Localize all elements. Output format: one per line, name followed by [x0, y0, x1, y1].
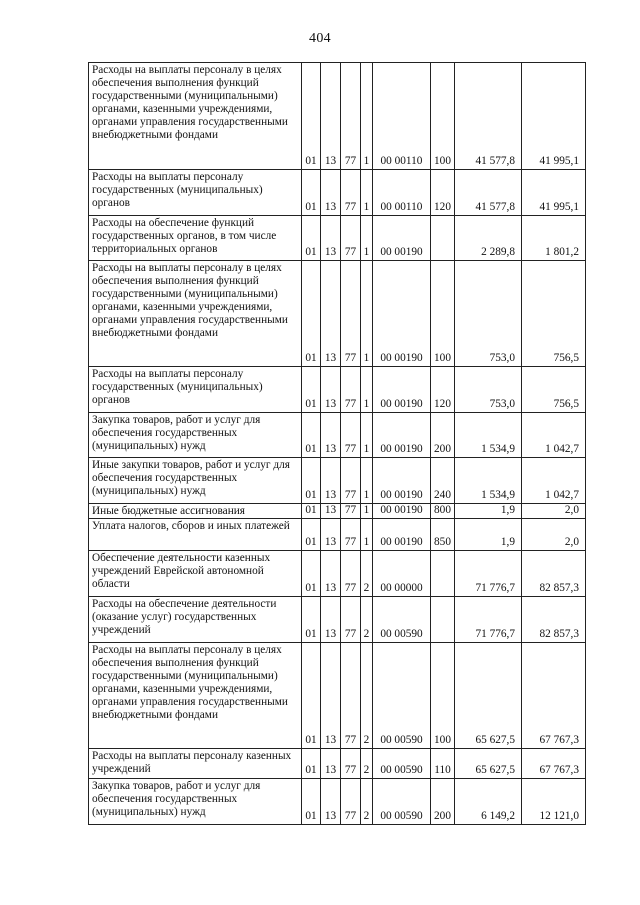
subprogram-code: 2 — [361, 597, 373, 643]
program-code: 77 — [341, 458, 361, 504]
section-code: 01 — [302, 551, 321, 597]
amount-year-1: 1,9 — [455, 519, 522, 551]
subprogram-code: 1 — [361, 216, 373, 261]
amount-year-1: 65 627,5 — [455, 643, 522, 749]
program-code: 77 — [341, 551, 361, 597]
amount-year-2: 82 857,3 — [522, 551, 586, 597]
article-code: 00 00190 — [373, 519, 431, 551]
page-number: 404 — [309, 31, 331, 46]
expense-type-code: 240 — [431, 458, 455, 504]
budget-table — [88, 62, 586, 825]
amount-year-2: 2,0 — [522, 519, 586, 551]
subprogram-code: 2 — [361, 779, 373, 825]
article-code: 00 00000 — [373, 551, 431, 597]
article-code: 00 00190 — [373, 458, 431, 504]
table-row — [89, 519, 586, 551]
article-code: 00 00190 — [373, 504, 431, 519]
amount-year-2: 1 042,7 — [522, 413, 586, 458]
section-code: 01 — [302, 643, 321, 749]
expense-type-code: 850 — [431, 519, 455, 551]
amount-year-1: 753,0 — [455, 261, 522, 367]
amount-year-1: 41 577,8 — [455, 170, 522, 216]
subprogram-code: 1 — [361, 504, 373, 519]
section-code: 01 — [302, 261, 321, 367]
subsection-code: 13 — [321, 779, 341, 825]
program-code: 77 — [341, 413, 361, 458]
row-name: Расходы на обеспечение функций государственных органов, в том числе территориальных органов — [89, 216, 302, 261]
subprogram-code: 1 — [361, 170, 373, 216]
article-code: 00 00590 — [373, 597, 431, 643]
subprogram-code: 2 — [361, 643, 373, 749]
program-code: 77 — [341, 367, 361, 413]
table-row — [89, 643, 586, 749]
program-code: 77 — [341, 519, 361, 551]
amount-year-2: 756,5 — [522, 261, 586, 367]
amount-year-2: 1 801,2 — [522, 216, 586, 261]
section-code: 01 — [302, 749, 321, 779]
row-name: Расходы на выплаты персоналу казенных учреждений — [89, 749, 302, 779]
program-code: 77 — [341, 504, 361, 519]
table-row — [89, 170, 586, 216]
table-row — [89, 597, 586, 643]
expense-type-code — [431, 216, 455, 261]
subsection-code: 13 — [321, 63, 341, 170]
article-code: 00 00590 — [373, 643, 431, 749]
amount-year-1: 1,9 — [455, 504, 522, 519]
subsection-code: 13 — [321, 504, 341, 519]
row-name: Расходы на выплаты персоналу в целях обеспечения выполнения функций государственными (муниципальными) органами, казенными учреждениями, органами управления государственными внебюджетными фондами — [89, 261, 302, 367]
amount-year-2: 12 121,0 — [522, 779, 586, 825]
subsection-code: 13 — [321, 519, 341, 551]
subsection-code: 13 — [321, 749, 341, 779]
section-code: 01 — [302, 413, 321, 458]
table-row — [89, 216, 586, 261]
subsection-code: 13 — [321, 643, 341, 749]
amount-year-1: 71 776,7 — [455, 551, 522, 597]
expense-type-code: 800 — [431, 504, 455, 519]
section-code: 01 — [302, 63, 321, 170]
subsection-code: 13 — [321, 551, 341, 597]
row-name: Уплата налогов, сборов и иных платежей — [89, 519, 302, 551]
subsection-code: 13 — [321, 597, 341, 643]
program-code: 77 — [341, 779, 361, 825]
table-row — [89, 504, 586, 519]
article-code: 00 00110 — [373, 170, 431, 216]
table-row — [89, 551, 586, 597]
article-code: 00 00190 — [373, 367, 431, 413]
table-row — [89, 63, 586, 170]
section-code: 01 — [302, 597, 321, 643]
subprogram-code: 1 — [361, 261, 373, 367]
section-code: 01 — [302, 519, 321, 551]
section-code: 01 — [302, 367, 321, 413]
row-name: Расходы на выплаты персоналу в целях обеспечения выполнения функций государственными (муниципальными) органами, казенными учреждениями, органами управления государственными внебюджетными фондами — [89, 63, 302, 170]
table-row — [89, 413, 586, 458]
amount-year-2: 756,5 — [522, 367, 586, 413]
amount-year-1: 71 776,7 — [455, 597, 522, 643]
subprogram-code: 2 — [361, 749, 373, 779]
expense-type-code: 100 — [431, 63, 455, 170]
program-code: 77 — [341, 216, 361, 261]
expense-type-code: 100 — [431, 261, 455, 367]
row-name: Обеспечение деятельности казенных учреждений Еврейской автономной области — [89, 551, 302, 597]
amount-year-1: 65 627,5 — [455, 749, 522, 779]
row-name: Расходы на выплаты персоналу в целях обеспечения выполнения функций государственными (муниципальными) органами, казенными учреждениями, органами управления государственными внебюджетными фондами — [89, 643, 302, 749]
program-code: 77 — [341, 170, 361, 216]
row-name: Закупка товаров, работ и услуг для обеспечения государственных (муниципальных) нужд — [89, 779, 302, 825]
amount-year-1: 1 534,9 — [455, 413, 522, 458]
subprogram-code: 1 — [361, 367, 373, 413]
subprogram-code: 2 — [361, 551, 373, 597]
row-name: Расходы на выплаты персоналу государственных (муниципальных) органов — [89, 170, 302, 216]
program-code: 77 — [341, 63, 361, 170]
program-code: 77 — [341, 643, 361, 749]
expense-type-code: 110 — [431, 749, 455, 779]
amount-year-1: 2 289,8 — [455, 216, 522, 261]
row-name: Расходы на обеспечение деятельности (оказание услуг) государственных учреждений — [89, 597, 302, 643]
subsection-code: 13 — [321, 367, 341, 413]
article-code: 00 00590 — [373, 779, 431, 825]
amount-year-1: 6 149,2 — [455, 779, 522, 825]
section-code: 01 — [302, 458, 321, 504]
amount-year-2: 82 857,3 — [522, 597, 586, 643]
row-name: Иные бюджетные ассигнования — [89, 504, 302, 519]
article-code: 00 00590 — [373, 749, 431, 779]
amount-year-2: 1 042,7 — [522, 458, 586, 504]
article-code: 00 00190 — [373, 216, 431, 261]
section-code: 01 — [302, 504, 321, 519]
program-code: 77 — [341, 261, 361, 367]
amount-year-1: 1 534,9 — [455, 458, 522, 504]
table-row — [89, 779, 586, 825]
amount-year-2: 2,0 — [522, 504, 586, 519]
expense-type-code: 100 — [431, 643, 455, 749]
amount-year-2: 41 995,1 — [522, 63, 586, 170]
subprogram-code: 1 — [361, 458, 373, 504]
section-code: 01 — [302, 779, 321, 825]
article-code: 00 00110 — [373, 63, 431, 170]
expense-type-code: 120 — [431, 367, 455, 413]
row-name: Расходы на выплаты персоналу государственных (муниципальных) органов — [89, 367, 302, 413]
expense-type-code: 200 — [431, 779, 455, 825]
section-code: 01 — [302, 216, 321, 261]
section-code: 01 — [302, 170, 321, 216]
article-code: 00 00190 — [373, 413, 431, 458]
subsection-code: 13 — [321, 170, 341, 216]
expense-type-code: 120 — [431, 170, 455, 216]
table-row — [89, 261, 586, 367]
table-row — [89, 749, 586, 779]
amount-year-2: 41 995,1 — [522, 170, 586, 216]
program-code: 77 — [341, 597, 361, 643]
subprogram-code: 1 — [361, 413, 373, 458]
table-row — [89, 367, 586, 413]
subprogram-code: 1 — [361, 519, 373, 551]
amount-year-2: 67 767,3 — [522, 749, 586, 779]
amount-year-1: 753,0 — [455, 367, 522, 413]
amount-year-2: 67 767,3 — [522, 643, 586, 749]
row-name: Иные закупки товаров, работ и услуг для обеспечения государственных (муниципальных) нужд — [89, 458, 302, 504]
table-row — [89, 458, 586, 504]
expense-type-code: 200 — [431, 413, 455, 458]
subsection-code: 13 — [321, 216, 341, 261]
subprogram-code: 1 — [361, 63, 373, 170]
subsection-code: 13 — [321, 458, 341, 504]
article-code: 00 00190 — [373, 261, 431, 367]
expense-type-code — [431, 597, 455, 643]
amount-year-1: 41 577,8 — [455, 63, 522, 170]
program-code: 77 — [341, 749, 361, 779]
subsection-code: 13 — [321, 261, 341, 367]
subsection-code: 13 — [321, 413, 341, 458]
row-name: Закупка товаров, работ и услуг для обеспечения государственных (муниципальных) нужд — [89, 413, 302, 458]
expense-type-code — [431, 551, 455, 597]
